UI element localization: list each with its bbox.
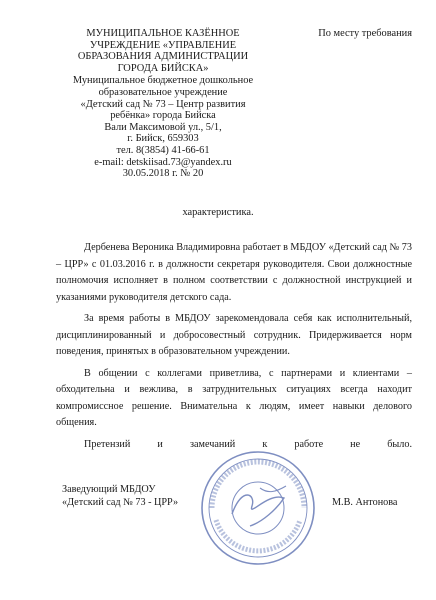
date-number-line: 30.05.2018 г. № 20: [122, 168, 204, 180]
recipient-line: По месту требования: [318, 28, 412, 39]
letterhead: [56, 28, 270, 180]
school-details: [56, 75, 270, 179]
city-line: г. Бийск, 659303: [127, 133, 199, 145]
detail-line: Муниципальное бюджетное дошкольное: [72, 75, 254, 87]
org-line: ОБРАЗОВАНИЯ АДМИНИСТРАЦИИ: [77, 51, 249, 63]
position-line: Заведующий МБДОУ: [62, 484, 156, 495]
org-name: [56, 28, 270, 74]
org-line: МУНИЦИПАЛЬНОЕ КАЗЁННОЕ: [86, 28, 240, 39]
position-line: «Детский сад № 73 - ЦРР»: [62, 496, 179, 508]
detail-line: ребёнка» города Бийска: [110, 110, 216, 122]
paragraph: В общении с коллегами приветлива, с партнерами и клиентами – обходительна и вежлива, в затруднительных ситуациях всегда находит компромиссное решение. Внимательна к людям, имеет навыки делового общения.: [56, 367, 412, 428]
signatory-name: М.В. Антонова: [332, 497, 398, 508]
detail-line: «Детский сад № 73 – Центр развития: [80, 98, 246, 110]
paragraph: За время работы в МБДОУ зарекомендовала себя как исполнительный, дисциплинированный и добросовестный сотрудник. Придерживается норм поведения, принятых в образовательном учреждении.: [56, 313, 412, 357]
document-title: характеристика.: [182, 207, 254, 218]
signatory-position: [62, 484, 178, 509]
stamp-seal-icon: [198, 448, 318, 568]
body-text: [56, 240, 412, 458]
phone-line: тел. 8(3854) 41-66-61: [116, 144, 210, 156]
paragraph: Дербенева Вероника Владимировна работает в МБДОУ «Детский сад № 73 – ЦРР» с 01.03.2016 г. в должности секретаря руководителя. Свои должностные полномочия исполняет в полном соответствии с должностной инструкцией и указаниями руководителя детского сада.: [56, 242, 412, 303]
org-line: УЧРЕЖДЕНИЕ «УПРАВЛЕНИЕ: [89, 39, 237, 51]
paragraph: Претензий и замечаний к работе не было.: [84, 438, 412, 450]
org-line: ГОРОДА БИЙСКА»: [117, 62, 209, 74]
detail-line: образовательное учреждение: [98, 86, 228, 98]
email-line: e-mail: detskiisad.73@yandex.ru: [94, 156, 232, 168]
address-line: Вали Максимовой ул., 5/1,: [104, 121, 222, 133]
